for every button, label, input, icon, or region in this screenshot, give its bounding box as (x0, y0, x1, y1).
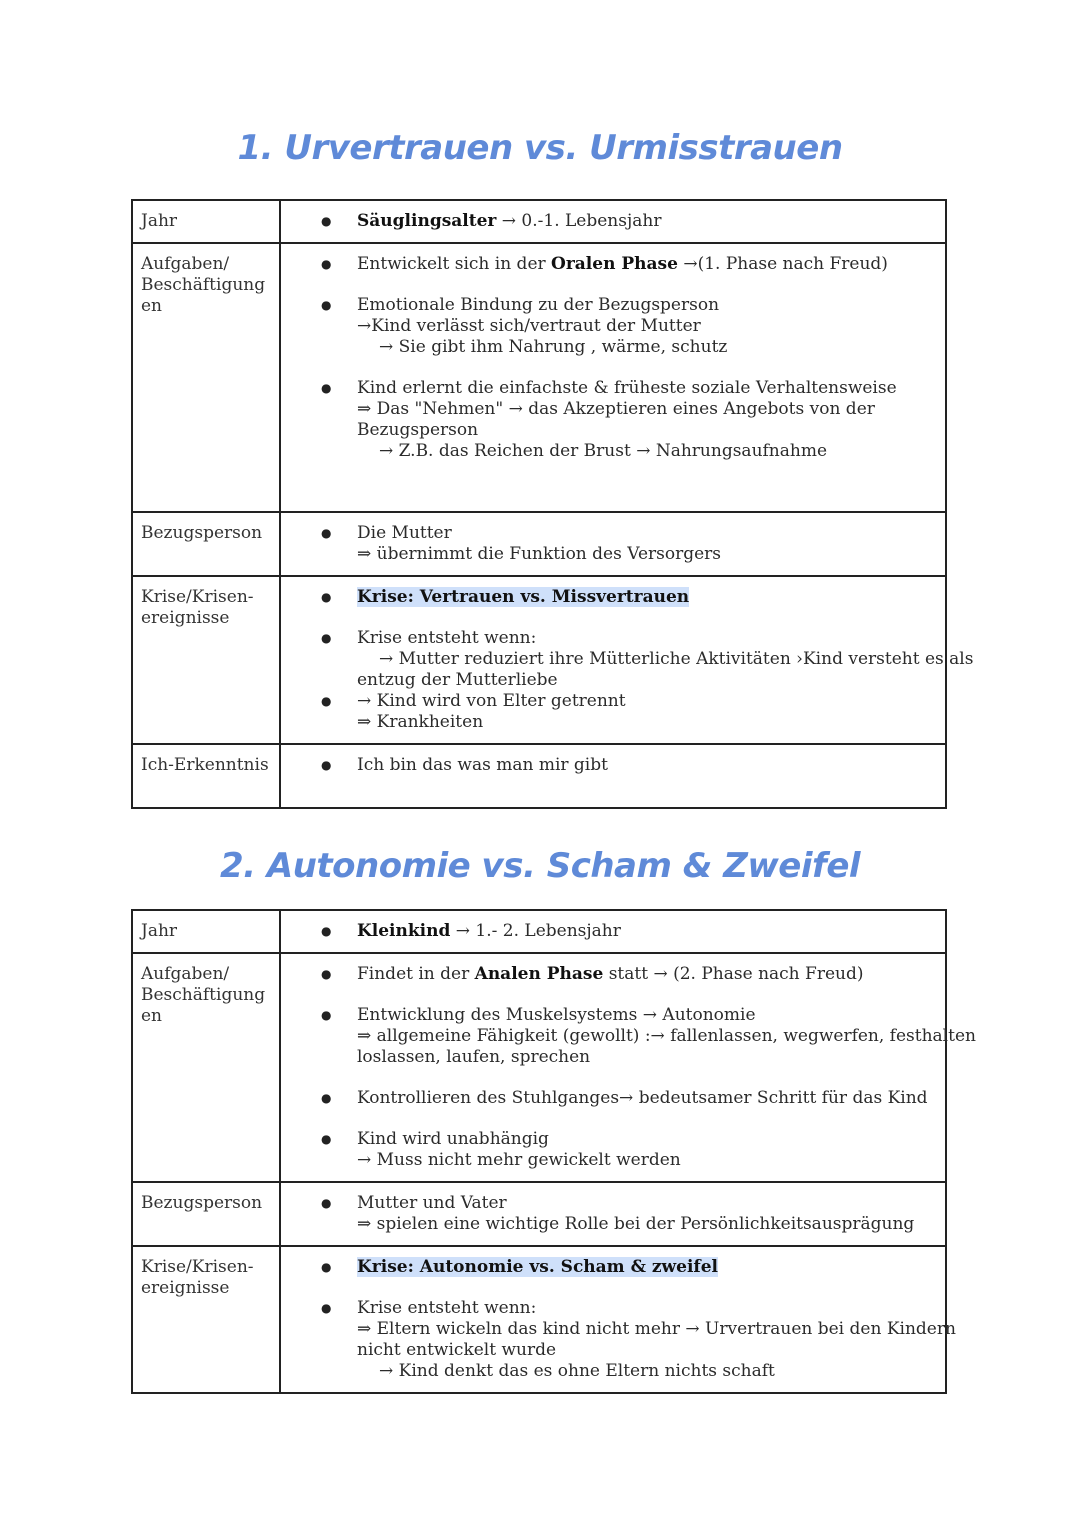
list-item: ● Kind erlernt die einfachste & früheste soziale Verhaltensweise ⇒ Das "Nehmen" → das Akzeptieren eines Angebots von der Bezugsperson → Z.B. das Reichen der Brust → Nahrungsaufnahme (321, 378, 933, 462)
content-bezugsperson (280, 1182, 946, 1246)
list-item: ● Die Mutter ⇒ übernimmt die Funktion des Versorgers (321, 523, 933, 565)
content-jahr (280, 910, 946, 953)
list-item: ● Säuglingsalter → 0.-1. Lebensjahr (321, 211, 933, 232)
row-aufgaben (132, 953, 946, 1182)
row-jahr (132, 910, 946, 953)
section-1-table (131, 199, 974, 809)
label-bezugsperson: Bezugsperson (132, 512, 280, 576)
label-jahr: Jahr (132, 200, 280, 243)
list-item (321, 1257, 933, 1278)
section-2-title: 2. Autonomie vs. Scham & Zweifel (219, 846, 861, 886)
row-krise (132, 576, 946, 744)
label-aufgaben: Aufgaben/ Beschäftigung en (132, 953, 280, 1182)
section-2-table (131, 909, 976, 1394)
content-bezugsperson (280, 512, 946, 576)
row-jahr (132, 200, 946, 243)
list-item (321, 587, 933, 608)
content-krise (280, 576, 974, 744)
list-item: ● Krise entsteht wenn: → Mutter reduziert ihre Mütterliche Aktivitäten ›Kind versteht es als entzug der Mutterliebe (321, 628, 933, 691)
list-item: ● Ich bin das was man mir gibt (321, 755, 933, 776)
list-item: ● Kind wird unabhängig → Muss nicht mehr gewickelt werden (321, 1129, 933, 1171)
label-krise: Krise/Krisen-ereignisse (132, 576, 280, 744)
label-ich-erkenntnis: Ich-Erkenntnis (132, 744, 280, 808)
row-bezugsperson (132, 512, 946, 576)
list-item: ● Kontrollieren des Stuhlganges→ bedeutsamer Schritt für das Kind (321, 1088, 933, 1109)
section-1-title: 1. Urvertrauen vs. Urmisstrauen (237, 128, 843, 168)
content-ich-erkenntnis (280, 744, 946, 808)
label-krise: Krise/Krisen-ereignisse (132, 1246, 280, 1393)
row-krise (132, 1246, 946, 1393)
list-item: ● Entwickelt sich in der Oralen Phase →(1. Phase nach Freud) (321, 254, 933, 275)
row-ich-erkenntnis (132, 744, 946, 808)
list-item: ● → Kind wird von Elter getrennt ⇒ Krankheiten (321, 691, 933, 733)
row-aufgaben (132, 243, 946, 512)
content-krise (280, 1246, 956, 1393)
list-item: ● Emotionale Bindung zu der Bezugsperson →Kind verlässt sich/vertraut der Mutter → Sie gibt ihm Nahrung , wärme, schutz (321, 295, 933, 358)
content-aufgaben (280, 953, 976, 1182)
list-item: ● Mutter und Vater ⇒ spielen eine wichtige Rolle bei der Persönlichkeitsausprägung (321, 1193, 933, 1235)
list-item: ● Findet in der Analen Phase statt → (2. Phase nach Freud) (321, 964, 933, 985)
row-bezugsperson (132, 1182, 946, 1246)
label-aufgaben: Aufgaben/ Beschäftigung en (132, 243, 280, 512)
content-aufgaben (280, 243, 946, 512)
highlighted-crisis: Krise: Vertrauen vs. Missvertrauen (357, 587, 690, 607)
content-jahr (280, 200, 946, 243)
label-jahr: Jahr (132, 910, 280, 953)
list-item: ● Kleinkind → 1.- 2. Lebensjahr (321, 921, 933, 942)
label-bezugsperson: Bezugsperson (132, 1182, 280, 1246)
list-item: ● Krise entsteht wenn: ⇒ Eltern wickeln das kind nicht mehr → Urvertrauen bei den Kindern nicht entwickelt wurde → Kind denkt das es ohne Eltern nichts schaft (321, 1298, 933, 1382)
list-item: ● Entwicklung des Muskelsystems → Autonomie ⇒ allgemeine Fähigkeit (gewollt) :→ fallenlassen, wegwerfen, festhalten loslassen, laufen, sprechen (321, 1005, 933, 1068)
highlighted-crisis: Krise: Autonomie vs. Scham & zweifel (357, 1257, 719, 1277)
